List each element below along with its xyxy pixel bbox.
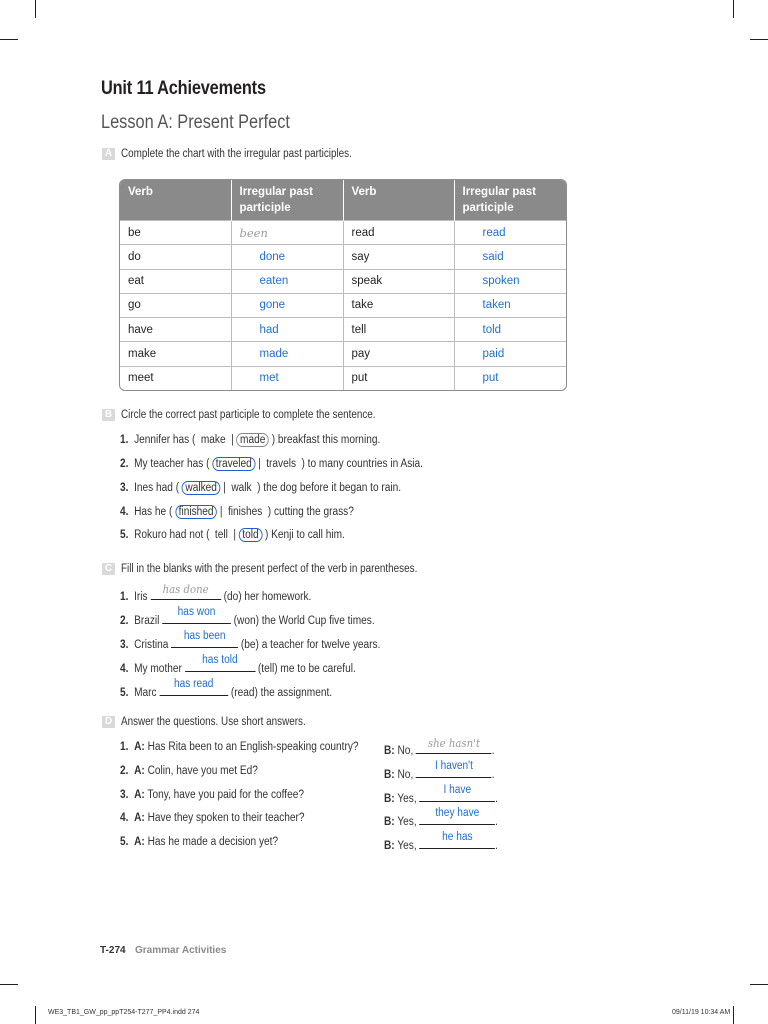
question-text: Has Rita been to an English-speaking country?: [147, 741, 359, 753]
participle-cell: gone: [231, 293, 343, 317]
verb-cell: take: [343, 293, 454, 317]
verb-cell: tell: [343, 318, 454, 342]
answer-blank[interactable]: [419, 831, 495, 849]
sentence-start: Rokuro had not (: [134, 529, 210, 541]
sentence-end: ) to many countries in Asia.: [301, 458, 423, 470]
participle-cell: put: [454, 366, 566, 390]
option-a[interactable]: traveled: [212, 457, 255, 471]
option-divider: |: [220, 482, 229, 494]
item-number: 5.: [120, 687, 129, 699]
item-number: 1.: [120, 741, 129, 753]
sentence-start: Cristina: [134, 639, 169, 651]
answer-blank[interactable]: [159, 678, 228, 696]
sentence-end: (read) the assignment.: [230, 687, 333, 699]
participle-cell: been: [231, 221, 343, 245]
sentence-start: Jennifer has (: [134, 434, 196, 446]
header-verb: Verb: [120, 180, 231, 221]
question-text: Colin, have you met Ed?: [147, 765, 258, 777]
participle-cell: read: [454, 221, 566, 245]
verb-cell: eat: [120, 269, 231, 293]
sentence-end: ) the dog before it began to rain.: [257, 482, 402, 494]
sentence-start: My teacher has (: [134, 458, 210, 470]
item-number: 5.: [120, 836, 129, 848]
verb-cell: meet: [120, 366, 231, 390]
sentence-start: Brazil: [134, 615, 160, 627]
sentence-item: [120, 481, 401, 495]
section-badge-a: A: [102, 148, 115, 160]
chart-row: [120, 245, 566, 269]
answer-text: he has: [442, 831, 473, 843]
item-number: 2.: [120, 458, 129, 470]
participle-cell: made: [231, 342, 343, 366]
verb-cell: read: [343, 221, 454, 245]
question-text: Tony, have you paid for the coffee?: [147, 789, 305, 801]
sentence-item: [120, 528, 345, 542]
item-number: 4.: [120, 663, 129, 675]
lesson-title: Lesson A: Present Perfect: [101, 112, 290, 133]
answer-blank[interactable]: [419, 784, 495, 802]
answer-blank[interactable]: [150, 582, 220, 600]
option-b[interactable]: walk: [231, 482, 252, 494]
verb-cell: go: [120, 293, 231, 317]
sentence-start: Marc: [134, 687, 157, 699]
speaker-a-label: A:: [134, 836, 145, 848]
fill-item: [120, 630, 381, 651]
chart-row: [120, 318, 566, 342]
chart-row: [120, 342, 566, 366]
speaker-b-label: B:: [384, 793, 395, 805]
chart-header-row: [120, 180, 566, 221]
answer-item: [384, 760, 495, 781]
answer-text: I have: [443, 784, 472, 796]
period: .: [495, 816, 498, 828]
sentence-item: [120, 505, 354, 519]
item-number: 2.: [120, 615, 129, 627]
item-number: 3.: [120, 482, 129, 494]
sentence-end: (be) a teacher for twelve years.: [240, 639, 381, 651]
header-verb: Verb: [343, 180, 454, 221]
answer-text: has done: [162, 582, 209, 596]
option-a[interactable]: walked: [182, 481, 221, 495]
answer-blank[interactable]: [416, 736, 492, 754]
chart-row: [120, 221, 566, 245]
sentence-end: ) cutting the grass?: [267, 506, 354, 518]
item-number: 1.: [120, 434, 129, 446]
section-b-instruction: Circle the correct past participle to complete the sentence.: [121, 409, 376, 421]
slug-filename: WE3_TB1_GW_pp_ppT254-T277_PP4.indd 274: [48, 1009, 200, 1016]
answer-blank[interactable]: [185, 654, 255, 672]
section-badge-d: D: [102, 716, 115, 728]
participle-cell: done: [231, 245, 343, 269]
header-participle: Irregular past participle: [454, 180, 566, 221]
option-b[interactable]: travels: [266, 458, 297, 470]
section-c-instruction: Fill in the blanks with the present perfect of the verb in parentheses.: [121, 563, 418, 575]
speaker-b-label: B:: [384, 769, 395, 781]
period: .: [495, 793, 498, 805]
footer-label: Grammar Activities: [135, 945, 227, 956]
sentence-start: Iris: [134, 591, 148, 603]
answer-text: has told: [202, 654, 238, 666]
period: .: [495, 840, 498, 852]
participle-cell: paid: [454, 342, 566, 366]
answer-start: No,: [397, 769, 414, 781]
item-number: 3.: [120, 639, 129, 651]
slug-date: 09/11/19 10:34 AM: [672, 1009, 731, 1016]
item-number: 3.: [120, 789, 129, 801]
verb-cell: be: [120, 221, 231, 245]
crop-mark: [750, 39, 768, 40]
chart-row: [120, 366, 566, 390]
section-badge-b: B: [102, 409, 115, 421]
answer-blank[interactable]: [162, 606, 231, 624]
verb-cell: have: [120, 318, 231, 342]
speaker-a-label: A:: [134, 765, 145, 777]
sentence-start: Has he (: [134, 506, 173, 518]
period: .: [491, 745, 495, 757]
option-b[interactable]: made: [237, 433, 269, 447]
fill-item: [120, 678, 333, 699]
option-a[interactable]: tell: [214, 529, 228, 541]
answer-item: [384, 807, 498, 828]
answer-start: Yes,: [397, 840, 417, 852]
participle-cell: spoken: [454, 269, 566, 293]
verb-cell: speak: [343, 269, 454, 293]
sentence-end: ) breakfast this morning.: [271, 434, 381, 446]
answer-text: has read: [174, 678, 214, 690]
option-b[interactable]: told: [239, 528, 262, 542]
participle-cell: had: [231, 318, 343, 342]
option-a[interactable]: finished: [175, 505, 217, 519]
verb-cell: pay: [343, 342, 454, 366]
option-divider: |: [255, 458, 264, 470]
answer-item: [384, 784, 498, 805]
sentence-start: My mother: [134, 663, 182, 675]
answer-text: has been: [183, 630, 226, 642]
option-a[interactable]: make: [200, 434, 226, 446]
sentence-item: [120, 457, 423, 471]
sentence-end: (won) the World Cup five times.: [233, 615, 375, 627]
sentence-end: ) Kenji to call him.: [264, 529, 345, 541]
option-b[interactable]: finishes: [227, 506, 263, 518]
participle-cell: taken: [454, 293, 566, 317]
question-text: Has he made a decision yet?: [147, 836, 279, 848]
verb-cell: put: [343, 366, 454, 390]
option-divider: |: [228, 434, 237, 446]
section-d-instruction: Answer the questions. Use short answers.: [121, 716, 306, 728]
participle-cell: told: [454, 318, 566, 342]
item-number: 4.: [120, 506, 129, 518]
answer-start: No,: [397, 745, 414, 757]
answer-item: [384, 831, 498, 852]
speaker-a-label: A:: [134, 812, 145, 824]
unit-title: Unit 11 Achievements: [101, 78, 266, 99]
period: .: [491, 769, 495, 781]
question-text: Have they spoken to their teacher?: [147, 812, 305, 824]
answer-blank[interactable]: [419, 807, 495, 825]
fill-item: [120, 606, 375, 627]
item-number: 2.: [120, 765, 129, 777]
participle-cell: eaten: [231, 269, 343, 293]
participle-cell: said: [454, 245, 566, 269]
crop-mark: [0, 984, 18, 985]
speaker-b-label: B:: [384, 745, 395, 757]
speaker-a-label: A:: [134, 741, 145, 753]
option-divider: |: [217, 506, 226, 518]
sentence-item: [120, 433, 380, 447]
option-divider: |: [230, 529, 239, 541]
crop-mark: [35, 0, 36, 18]
sentence-end: (tell) me to be careful.: [257, 663, 356, 675]
crop-mark: [35, 1006, 36, 1024]
answer-text: she hasn't: [427, 736, 480, 750]
answer-text: they have: [435, 807, 480, 819]
sentence-start: Ines had (: [134, 482, 180, 494]
speaker-a-label: A:: [134, 789, 145, 801]
answer-item: [384, 736, 495, 757]
section-a-instruction: Complete the chart with the irregular past participles.: [121, 148, 352, 160]
item-number: 1.: [120, 591, 129, 603]
verb-cell: make: [120, 342, 231, 366]
item-number: 5.: [120, 529, 129, 541]
speaker-b-label: B:: [384, 840, 395, 852]
crop-mark: [0, 39, 18, 40]
answer-start: Yes,: [397, 793, 417, 805]
participle-cell: met: [231, 366, 343, 390]
fill-item: [120, 582, 312, 603]
crop-mark: [750, 984, 768, 985]
answer-text: I haven't: [434, 760, 473, 772]
answer-text: has won: [177, 606, 216, 618]
page-number: T-274: [100, 945, 126, 956]
participle-chart: [119, 179, 567, 391]
verb-cell: say: [343, 245, 454, 269]
answer-blank[interactable]: [171, 630, 238, 648]
section-badge-c: C: [102, 563, 115, 575]
header-participle: Irregular past participle: [231, 180, 343, 221]
sentence-end: (do) her homework.: [223, 591, 312, 603]
speaker-b-label: B:: [384, 816, 395, 828]
answer-start: Yes,: [397, 816, 417, 828]
verb-cell: do: [120, 245, 231, 269]
fill-item: [120, 654, 356, 675]
item-number: 4.: [120, 812, 129, 824]
chart-row: [120, 293, 566, 317]
crop-mark: [733, 1006, 734, 1024]
chart-row: [120, 269, 566, 293]
answer-blank[interactable]: [416, 760, 492, 778]
crop-mark: [733, 0, 734, 18]
